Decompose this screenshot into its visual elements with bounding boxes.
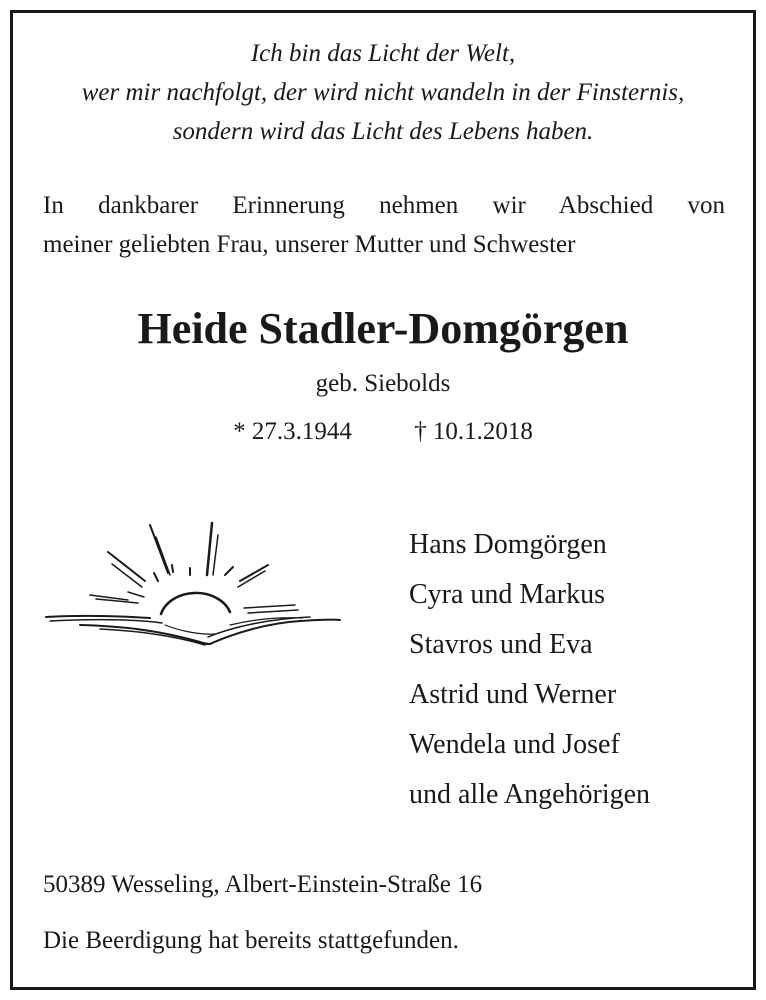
life-dates: [0, 416, 766, 448]
mourner-name: Hans Domgörgen: [409, 529, 607, 560]
intro-line: In dankbarer Erinnerung nehmen wir Abschied von: [43, 192, 725, 219]
mourner-name: Astrid und Werner: [409, 679, 617, 710]
deceased-name: Heide Stadler-Domgörgen: [137, 304, 629, 353]
intro-line: meiner geliebten Frau, unserer Mutter und Schwester: [43, 231, 576, 258]
maiden-name: geb. Siebolds: [315, 370, 451, 397]
funeral-note: Die Beerdigung hat bereits stattgefunden.: [43, 927, 459, 954]
mourner-name: Cyra und Markus: [409, 579, 605, 610]
sunset-icon: [40, 515, 344, 655]
death-date: † 10.1.2018: [414, 418, 533, 445]
mourners-list: [409, 520, 650, 820]
mourner-name: Wendela und Josef: [409, 729, 620, 760]
mourner-name: und alle Angehörigen: [409, 779, 651, 810]
bible-verse: [0, 34, 766, 151]
birth-date: * 27.3.1944: [233, 418, 352, 445]
verse-line: sondern wird das Licht des Lebens haben.: [172, 118, 594, 145]
intro-text: [43, 186, 725, 264]
mourner-name: Stavros und Eva: [409, 629, 593, 660]
verse-line: Ich bin das Licht der Welt,: [250, 40, 516, 67]
notice-border: [10, 10, 756, 990]
family-address: 50389 Wesseling, Albert-Einstein-Straße 16: [43, 871, 483, 898]
verse-line: wer mir nachfolgt, der wird nicht wandeln in der Finsternis,: [81, 79, 685, 106]
